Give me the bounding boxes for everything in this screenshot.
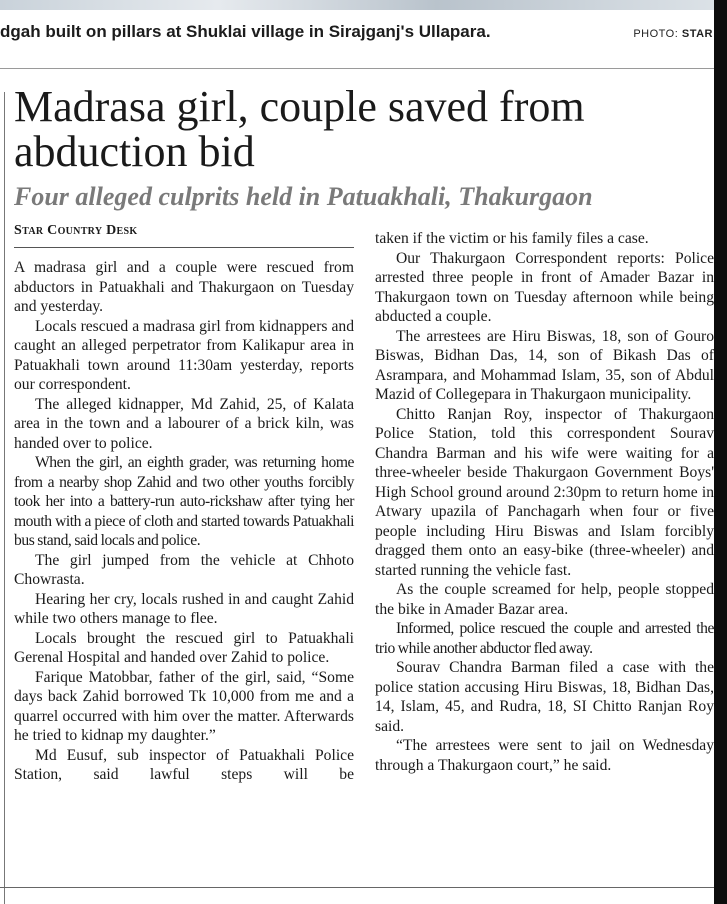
photo-caption: dgah built on pillars at Shuklai village in Sirajganj's Ullapara. — [0, 22, 491, 41]
paragraph: Informed, police rescued the couple and arrested the trio while another abductor fled away. — [375, 620, 714, 657]
paragraph: The arrestees are Hiru Biswas, 18, son of Gouro Biswas, Bidhan Das, 14, son of Bikash Das of Asrampara, and Mohammad Islam, 35, son of Abdul Mazid of Collegepara in Thakurgaon municipality. — [375, 327, 714, 403]
article-left-border — [4, 92, 5, 904]
byline-divider — [14, 247, 354, 248]
photo-bottom-strip — [0, 0, 727, 10]
paragraph: Our Thakurgaon Correspondent reports: Police arrested three people in front of Amader Bazar in Thakurgaon town on Tuesday afternoon while being abducted a couple. — [375, 249, 714, 325]
page-edge-shadow — [714, 0, 727, 904]
paragraph: Locals rescued a madrasa girl from kidnappers and caught an alleged perpetrator from Kalikapur area in Patuakhali town around 11:30am yesterday, reports our correspondent. — [14, 317, 354, 393]
paragraph: Locals brought the rescued girl to Patuakhali Gerenal Hospital and handed over Zahid to police. — [14, 629, 354, 666]
paragraph: Md Eusuf, sub inspector of Patuakhali Police Station, said lawful steps will be — [14, 746, 354, 783]
bottom-divider — [0, 887, 714, 888]
paragraph: Chitto Ranjan Roy, inspector of Thakurgaon Police Station, told this correspondent Sourav Chandra Barman and his wife were waiting for a three-wheeler beside Thakurgaon Government Boys' High School ground around 2:30pm to return home in Atwary upazila of Panchagarh when four or five people including Hiru Biswas and Islam forcibly dragged them onto an easy-bike (three-wheeler) and started running the vehicle fast. — [375, 405, 714, 579]
article-headline: Madrasa girl, couple saved from abduction bid — [14, 82, 585, 176]
paragraph: Farique Matobbar, father of the girl, said, “Some days back Zahid borrowed Tk 10,000 from me and a quarrel occurred with him over the matter. Afterwards he tried to kidnap my daughter.” — [14, 668, 354, 744]
article-column-2 — [375, 229, 714, 775]
photo-credit-label: PHOTO: — [633, 28, 682, 40]
paragraph: As the couple screamed for help, people stopped the bike in Amader Bazar area. — [375, 581, 714, 618]
photo-credit — [633, 28, 713, 40]
paragraph: The alleged kidnapper, Md Zahid, 25, of Kalata area in the town and a labourer of a brick kiln, was handed over to police. — [14, 395, 354, 452]
article-subheadline: Four alleged culprits held in Patuakhali, Thakurgaon — [14, 182, 593, 211]
paragraph: Hearing her cry, locals rushed in and caught Zahid while two others manage to flee. — [14, 590, 354, 627]
paragraph: “The arrestees were sent to jail on Wednesday through a Thakurgaon court,” he said. — [375, 737, 714, 774]
article-byline: Star Country Desk — [14, 223, 138, 238]
paragraph: When the girl, an eighth grader, was returning home from a nearby shop Zahid and two other youths forcibly took her into a battery-run auto-rickshaw after tying her mouth with a piece of cloth and started towards Patuakhali bus stand, said locals and police. — [14, 454, 354, 549]
paragraph: A madrasa girl and a couple were rescued from abductors in Patuakhali and Thakurgaon on Tuesday and yesterday. — [14, 259, 354, 315]
photo-credit-name: STAR — [681, 28, 713, 40]
paragraph: Sourav Chandra Barman filed a case with the police station accusing Hiru Biswas, 18, Bidhan Das, 14, Islam, 45, and Rudra, 18, SI Chitto Ranjan Roy said. — [375, 659, 714, 735]
paragraph: taken if the victim or his family files a case. — [375, 230, 649, 247]
section-divider — [0, 68, 714, 69]
article-column-1 — [14, 258, 354, 785]
paragraph: The girl jumped from the vehicle at Chhoto Chowrasta. — [14, 551, 354, 588]
